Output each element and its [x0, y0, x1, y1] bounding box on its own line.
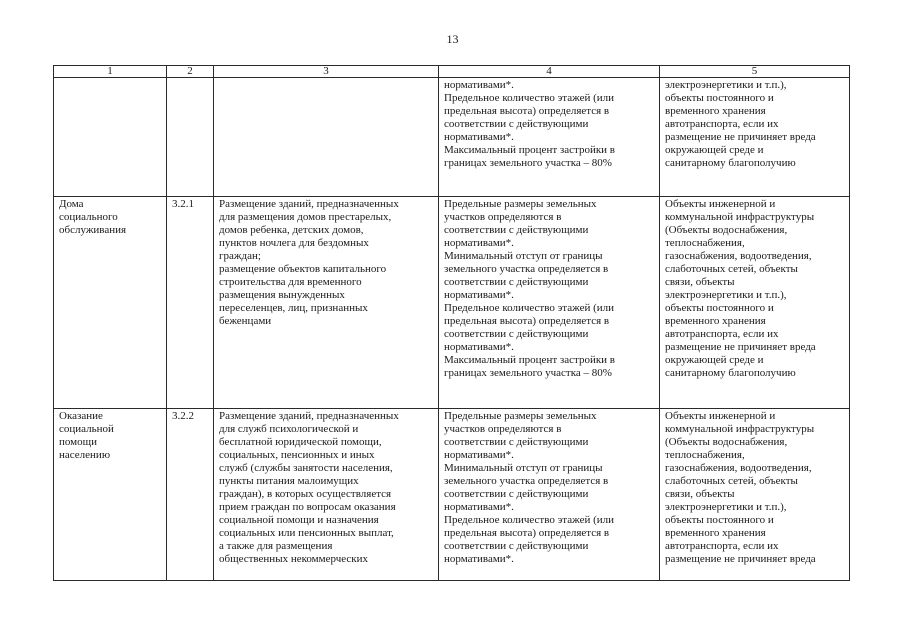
land-use-table	[53, 65, 850, 581]
land-use-name-cell	[54, 197, 167, 409]
conditional-uses-cell	[660, 78, 850, 197]
table-row	[54, 78, 850, 197]
description-cell	[214, 409, 439, 581]
land-use-code-cell	[167, 409, 214, 581]
land-use-code: 3.2.1	[172, 198, 194, 210]
parameters-cell	[439, 197, 660, 409]
column-header-4: 4	[439, 66, 660, 78]
page-number: 13	[446, 32, 459, 46]
conditional-uses: электроэнергетики и т.п.), объекты постоянного и временного хранения автотранспорта, если их размещение не причиняет вреда окружающей среде и санитарному благополучию	[665, 79, 816, 169]
column-header-1: 1	[54, 66, 167, 78]
table-row	[54, 409, 850, 581]
land-use-name: Дома социального обслуживания	[59, 198, 127, 236]
land-use-name-cell	[54, 409, 167, 581]
description: Размещение зданий, предназначенных для служб психологической и бесплатной юридической помощи, социальных, пенсионных и иных служб (службы занятости населения, пункты питания малоимущих граждан), в которых осуществляется прием граждан по вопросам оказания социальной помощи и назначения социальных или пенсионных выплат, а также для размещения общественных некоммерческих	[219, 410, 399, 565]
land-use-code: 3.2.2	[172, 410, 194, 422]
conditional-uses: Объекты инженерной и коммунальной инфраструктуры (Объекты водоснабжения, теплоснабжения, газоснабжения, водоотведения, слаботочных сетей, объекты связи, объекты электроэнергетики и т.п.), объекты постоянного и временного хранения автотранспорта, если их размещение не причиняет вреда окружающей среде и санитарному благополучию	[665, 198, 816, 379]
parameters: Предельные размеры земельных участков определяются в соответствии с действующими нормативами*. Минимальный отступ от границы земельного участка определяется в соответствии с действующими нормативами*. Предельное количество этажей (или предельная высота) определяется в соответствии с действующими нормативами*.	[444, 410, 615, 565]
land-use-code-cell	[167, 197, 214, 409]
conditional-uses-cell	[660, 197, 850, 409]
column-header-2: 2	[167, 66, 214, 78]
parameters: нормативами*. Предельное количество этажей (или предельная высота) определяется в соответствии с действующими нормативами*. Максимальный процент застройки в границах земельного участка – 80%	[444, 79, 615, 169]
description: Размещение зданий, предназначенных для размещения домов престарелых, домов ребенка, детских домов, пунктов ночлега для бездомных граждан; размещение объектов капитального строительства для временного размещения вынужденных переселенцев, лиц, признанных беженцами	[219, 198, 399, 327]
parameters-cell	[439, 78, 660, 197]
description-cell	[214, 197, 439, 409]
column-header-5: 5	[660, 66, 850, 78]
column-header-3: 3	[214, 66, 439, 78]
conditional-uses-cell	[660, 409, 850, 581]
parameters-cell	[439, 409, 660, 581]
description-cell	[214, 78, 439, 197]
land-use-code-cell	[167, 78, 214, 197]
conditional-uses: Объекты инженерной и коммунальной инфраструктуры (Объекты водоснабжения, теплоснабжения, газоснабжения, водоотведения, слаботочных сетей, объекты связи, объекты электроэнергетики и т.п.), объекты постоянного и временного хранения автотранспорта, если их размещение не причиняет вреда	[665, 410, 816, 565]
land-use-name: Оказание социальной помощи населению	[59, 410, 114, 461]
parameters: Предельные размеры земельных участков определяются в соответствии с действующими нормативами*. Минимальный отступ от границы земельного участка определяется в соответствии с действующими нормативами*. Предельное количество этажей (или предельная высота) определяется в соответствии с действующими нормативами*. Максимальный процент застройки в границах земельного участка – 80%	[444, 198, 615, 379]
table-header-row	[54, 66, 850, 78]
table-row	[54, 197, 850, 409]
land-use-name-cell	[54, 78, 167, 197]
